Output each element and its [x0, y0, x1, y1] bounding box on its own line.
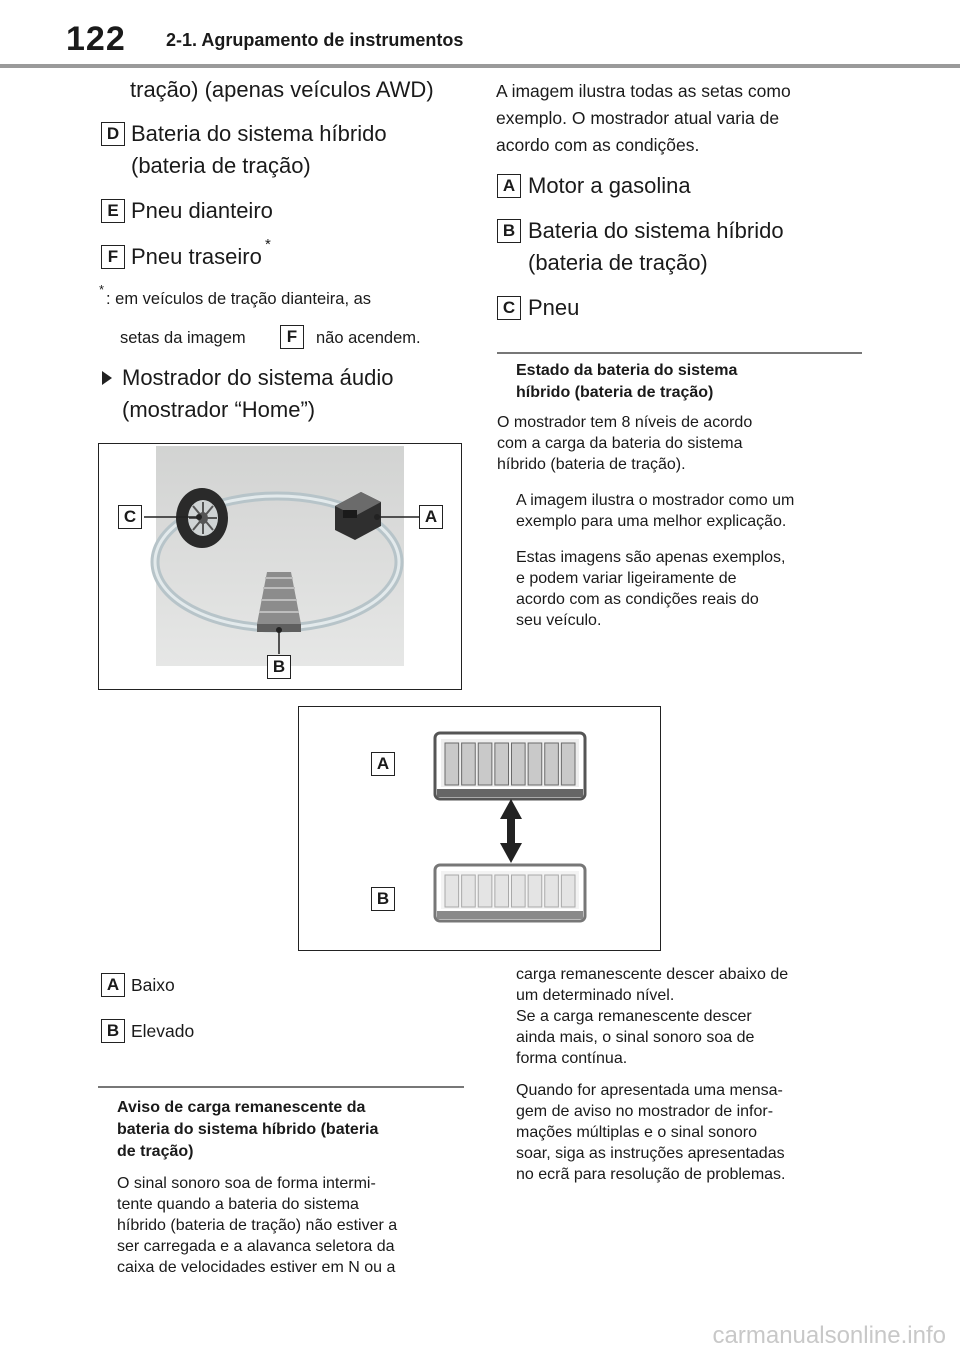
battery-high-level-bar	[561, 743, 575, 785]
para1-line3: híbrido (bateria de tração).	[497, 456, 686, 473]
cont-para1-line4: ainda mais, o sinal sonoro soa de	[516, 1029, 755, 1046]
battery-low-level-bar	[528, 875, 542, 907]
warning-heading-line3: de tração)	[117, 1143, 194, 1160]
legend-text-b: Elevado	[131, 1021, 195, 1041]
para2-line2: exemplo para uma melhor explicação.	[516, 513, 787, 530]
item-d-line1: Bateria do sistema híbrido	[131, 121, 387, 146]
cont-para1-line1: carga remanescente descer abaixo de	[516, 966, 789, 983]
watermark-text: carmanualsonline.info	[712, 1322, 946, 1349]
para3-line1: Estas imagens são apenas exemplos,	[516, 549, 786, 566]
battery-high-level-bar	[545, 743, 559, 785]
cont-para2-line5: no ecrã para resolução de problemas.	[516, 1166, 786, 1183]
label-d: D	[101, 122, 125, 146]
intro-line3: acordo com as condições.	[496, 135, 700, 155]
energy-monitor-illustration	[99, 444, 461, 689]
figure1-label-a: A	[419, 505, 443, 529]
item-c-line1: Pneu	[528, 295, 580, 320]
warning-para-line3: híbrido (bateria de tração) não estiver a	[117, 1217, 398, 1234]
figure2-label-b: B	[371, 887, 395, 911]
battery-level-figure	[298, 706, 661, 951]
intro-line1: A imagem ilustra todas as setas como	[496, 81, 791, 101]
footnote-line2a: setas da imagem	[120, 329, 246, 347]
item-f-line1: Pneu traseiro	[131, 244, 262, 269]
legend-label-a: A	[101, 973, 125, 997]
battery-low-level-bar	[445, 875, 459, 907]
item-e-line1: Pneu dianteiro	[131, 198, 273, 223]
heading-line2: híbrido (bateria de tração)	[516, 384, 714, 401]
section-rule	[497, 352, 862, 354]
cont-para2-line3: mações múltiplas e o sinal sonoro	[516, 1124, 758, 1141]
battery-high-level-bar	[478, 743, 492, 785]
warning-heading-line1: Aviso de carga remanescente da	[117, 1099, 366, 1116]
battery-high-level-bar	[495, 743, 509, 785]
figure1-label-c: C	[118, 505, 142, 529]
para2-line1: A imagem ilustra o mostrador como um	[516, 492, 795, 509]
label-e: E	[101, 199, 125, 223]
legend-text-a: Baixo	[131, 975, 175, 995]
section-title: 2-1. Agrupamento de instrumentos	[166, 30, 464, 50]
energy-monitor-figure	[98, 443, 462, 690]
item-b-line1: Bateria do sistema híbrido	[528, 218, 784, 243]
screen-background	[156, 446, 404, 666]
double-arrow-icon	[500, 799, 522, 863]
warning-para-line2: tente quando a bateria do sistema	[117, 1196, 359, 1213]
cont-para2-line4: soar, siga as instruções apresentadas	[516, 1145, 785, 1162]
lower-section-rule	[98, 1086, 464, 1088]
figure1-label-b: B	[267, 655, 291, 679]
cont-para1-line3: Se a carga remanescente descer	[516, 1008, 752, 1025]
bullet-line1: Mostrador do sistema áudio	[122, 365, 394, 390]
asterisk-mark: *	[265, 236, 271, 253]
legend-label-b: B	[101, 1019, 125, 1043]
item-b-line2: (bateria de tração)	[528, 250, 708, 275]
cont-para2-line1: Quando for apresentada uma mensa-	[516, 1082, 783, 1099]
battery-low-icon	[435, 865, 585, 921]
battery-high-level-bar	[528, 743, 542, 785]
label-a: A	[497, 174, 521, 198]
item-a-line1: Motor a gasolina	[528, 173, 691, 198]
label-b: B	[497, 219, 521, 243]
cont-para1-line5: forma contínua.	[516, 1050, 628, 1067]
label-f: F	[101, 245, 125, 269]
intro-line2: exemplo. O mostrador atual varia de	[496, 108, 780, 128]
warning-para-line4: ser carregada e a alavanca seletora da	[117, 1238, 395, 1255]
battery-high-icon	[435, 733, 585, 799]
footnote-asterisk: *	[99, 282, 105, 297]
battery-high-level-bar	[445, 743, 459, 785]
page-number: 122	[66, 20, 126, 58]
bullet-arrow-icon	[102, 371, 112, 385]
battery-low-level-bar	[478, 875, 492, 907]
warning-para-line1: O sinal sonoro soa de forma intermi-	[117, 1175, 376, 1192]
item-d-line2: (bateria de tração)	[131, 153, 311, 178]
para1-line1: O mostrador tem 8 níveis de acordo	[497, 414, 753, 431]
battery-low-level-bar	[495, 875, 509, 907]
tire-icon	[176, 488, 228, 548]
para3-line4: seu veículo.	[516, 612, 602, 629]
para3-line2: e podem variar ligeiramente de	[516, 570, 737, 587]
battery-low-level-bar	[561, 875, 575, 907]
battery-low-level-bar	[462, 875, 476, 907]
heading-line1: Estado da bateria do sistema	[516, 362, 738, 379]
cont-para1-line2: um determinado nível.	[516, 987, 675, 1004]
para3-line3: acordo com as condições reais do	[516, 591, 759, 608]
footnote-line1: : em veículos de tração dianteira, as	[106, 290, 372, 308]
figure2-label-a: A	[371, 752, 395, 776]
para1-line2: com a carga da bateria do sistema	[497, 435, 743, 452]
warning-para-line5: caixa de velocidades estiver em N ou a	[117, 1259, 396, 1276]
cont-para2-line2: gem de aviso no mostrador de infor-	[516, 1103, 774, 1120]
continuation-line: tração) (apenas veículos AWD)	[130, 77, 434, 102]
battery-high-level-bar	[512, 743, 526, 785]
footnote-line2b: não acendem.	[316, 329, 421, 347]
footnote-label-f: F	[280, 325, 304, 349]
header-rule	[0, 64, 960, 68]
bullet-line2: (mostrador “Home”)	[122, 397, 316, 422]
battery-low-level-bar	[545, 875, 559, 907]
battery-level-illustration	[299, 707, 660, 950]
label-c: C	[497, 296, 521, 320]
battery-low-level-bar	[512, 875, 526, 907]
warning-heading-line2: bateria do sistema híbrido (bateria	[117, 1121, 379, 1138]
battery-high-level-bar	[462, 743, 476, 785]
